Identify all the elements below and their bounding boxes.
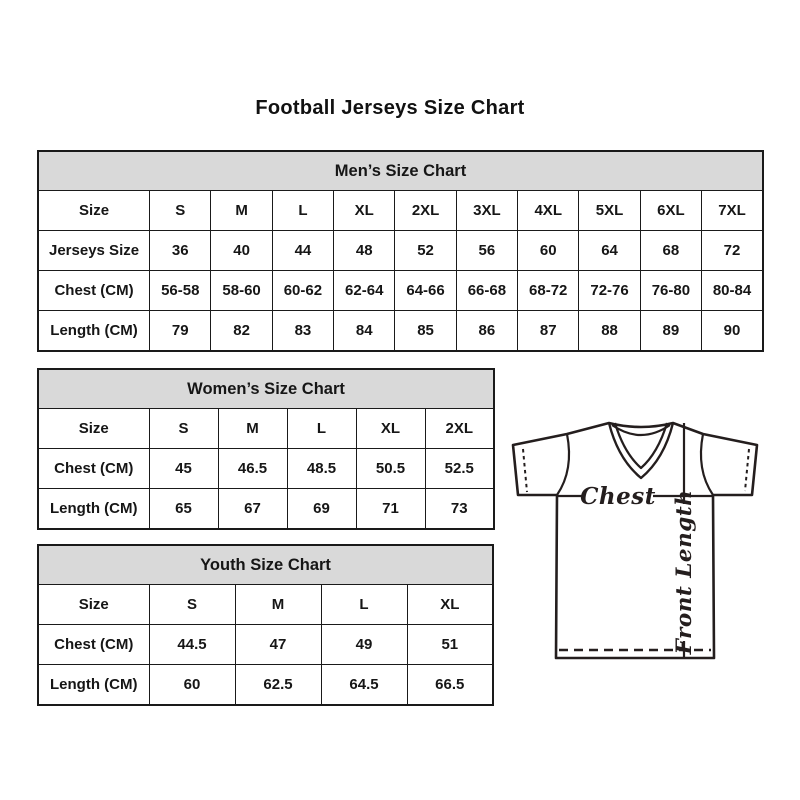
table-cell: 50.5 <box>356 449 425 489</box>
table-cell: 56-58 <box>150 271 211 311</box>
table-cell: 83 <box>272 311 333 351</box>
table-cell: 62-64 <box>334 271 395 311</box>
table-cell: 44.5 <box>149 625 235 665</box>
table-cell: 87 <box>518 311 579 351</box>
table-cell: 46.5 <box>218 449 287 489</box>
table-cell: 64.5 <box>321 665 407 705</box>
table-cell: M <box>218 409 287 449</box>
row-header-length: Length (CM) <box>38 489 149 529</box>
table-cell: 79 <box>150 311 211 351</box>
left-cuff-stitch-line <box>523 449 527 492</box>
row-header-chest: Chest (CM) <box>38 625 149 665</box>
table-cell: 89 <box>640 311 701 351</box>
table-cell: 62.5 <box>235 665 321 705</box>
row-header-size: Size <box>38 409 149 449</box>
right-armhole-seam <box>701 434 713 495</box>
table-cell: 66-68 <box>456 271 517 311</box>
table-cell: 88 <box>579 311 640 351</box>
table-cell: L <box>321 585 407 625</box>
table-cell: 45 <box>149 449 218 489</box>
table-cell: 44 <box>272 231 333 271</box>
table-cell: 60 <box>518 231 579 271</box>
table-cell: 80-84 <box>702 271 763 311</box>
front-length-label: Front Length <box>672 489 697 655</box>
table-cell: L <box>287 409 356 449</box>
table-row <box>38 409 494 449</box>
table-row <box>38 271 763 311</box>
collar-inner-v <box>615 423 667 468</box>
table-cell: 66.5 <box>407 665 493 705</box>
table-title-row <box>38 369 494 409</box>
table-cell: 51 <box>407 625 493 665</box>
table-row <box>38 665 493 705</box>
table-cell: 2XL <box>425 409 494 449</box>
table-cell: S <box>149 409 218 449</box>
table-cell: 40 <box>211 231 272 271</box>
row-header-length: Length (CM) <box>38 665 149 705</box>
table-cell: M <box>211 191 272 231</box>
table-cell: 69 <box>287 489 356 529</box>
table-row <box>38 231 763 271</box>
table-cell: 3XL <box>456 191 517 231</box>
table-cell: M <box>235 585 321 625</box>
table-cell: 73 <box>425 489 494 529</box>
table-cell: 85 <box>395 311 456 351</box>
chest-label: Chest <box>580 483 656 510</box>
table-row <box>38 625 493 665</box>
table-cell: XL <box>334 191 395 231</box>
jersey-measurement-diagram <box>498 406 772 670</box>
table-cell: 76-80 <box>640 271 701 311</box>
table-cell: XL <box>356 409 425 449</box>
table-row <box>38 489 494 529</box>
table-cell: 48 <box>334 231 395 271</box>
page-title: Football Jerseys Size Chart <box>255 97 525 119</box>
row-header-chest: Chest (CM) <box>38 271 150 311</box>
table-cell: 60 <box>149 665 235 705</box>
row-header-size: Size <box>38 585 149 625</box>
table-cell: XL <box>407 585 493 625</box>
table-cell: S <box>150 191 211 231</box>
table-cell: 71 <box>356 489 425 529</box>
table-cell: 82 <box>211 311 272 351</box>
table-cell: 64-66 <box>395 271 456 311</box>
table-cell: 67 <box>218 489 287 529</box>
youth-size-chart-table <box>37 544 494 706</box>
jersey-outline <box>513 423 757 658</box>
table-cell: 58-60 <box>211 271 272 311</box>
table-cell: 52.5 <box>425 449 494 489</box>
womens-table-title: Women’s Size Chart <box>38 369 494 409</box>
row-header-chest: Chest (CM) <box>38 449 149 489</box>
table-cell: S <box>149 585 235 625</box>
table-cell: 2XL <box>395 191 456 231</box>
table-cell: 47 <box>235 625 321 665</box>
mens-size-chart-table <box>37 150 764 352</box>
table-cell: 60-62 <box>272 271 333 311</box>
right-cuff-stitch-line <box>745 449 749 491</box>
table-row <box>38 311 763 351</box>
row-header-size: Size <box>38 191 150 231</box>
youth-table-title: Youth Size Chart <box>38 545 493 585</box>
row-header-jerseys-size: Jerseys Size <box>38 231 150 271</box>
table-row <box>38 449 494 489</box>
table-cell: 68 <box>640 231 701 271</box>
table-cell: 84 <box>334 311 395 351</box>
table-cell: 65 <box>149 489 218 529</box>
table-cell: 6XL <box>640 191 701 231</box>
table-row <box>38 585 493 625</box>
row-header-length: Length (CM) <box>38 311 150 351</box>
table-cell: 48.5 <box>287 449 356 489</box>
table-title-row <box>38 545 493 585</box>
table-cell: L <box>272 191 333 231</box>
table-cell: 72-76 <box>579 271 640 311</box>
table-cell: 68-72 <box>518 271 579 311</box>
table-title-row <box>38 151 763 191</box>
table-cell: 49 <box>321 625 407 665</box>
table-cell: 52 <box>395 231 456 271</box>
mens-table-title: Men’s Size Chart <box>38 151 763 191</box>
table-cell: 7XL <box>702 191 763 231</box>
womens-size-chart-table <box>37 368 495 530</box>
table-cell: 90 <box>702 311 763 351</box>
table-cell: 86 <box>456 311 517 351</box>
table-cell: 4XL <box>518 191 579 231</box>
table-row <box>38 191 763 231</box>
table-cell: 36 <box>150 231 211 271</box>
table-cell: 56 <box>456 231 517 271</box>
table-cell: 72 <box>702 231 763 271</box>
table-cell: 5XL <box>579 191 640 231</box>
left-armhole-seam <box>557 434 569 495</box>
table-cell: 64 <box>579 231 640 271</box>
